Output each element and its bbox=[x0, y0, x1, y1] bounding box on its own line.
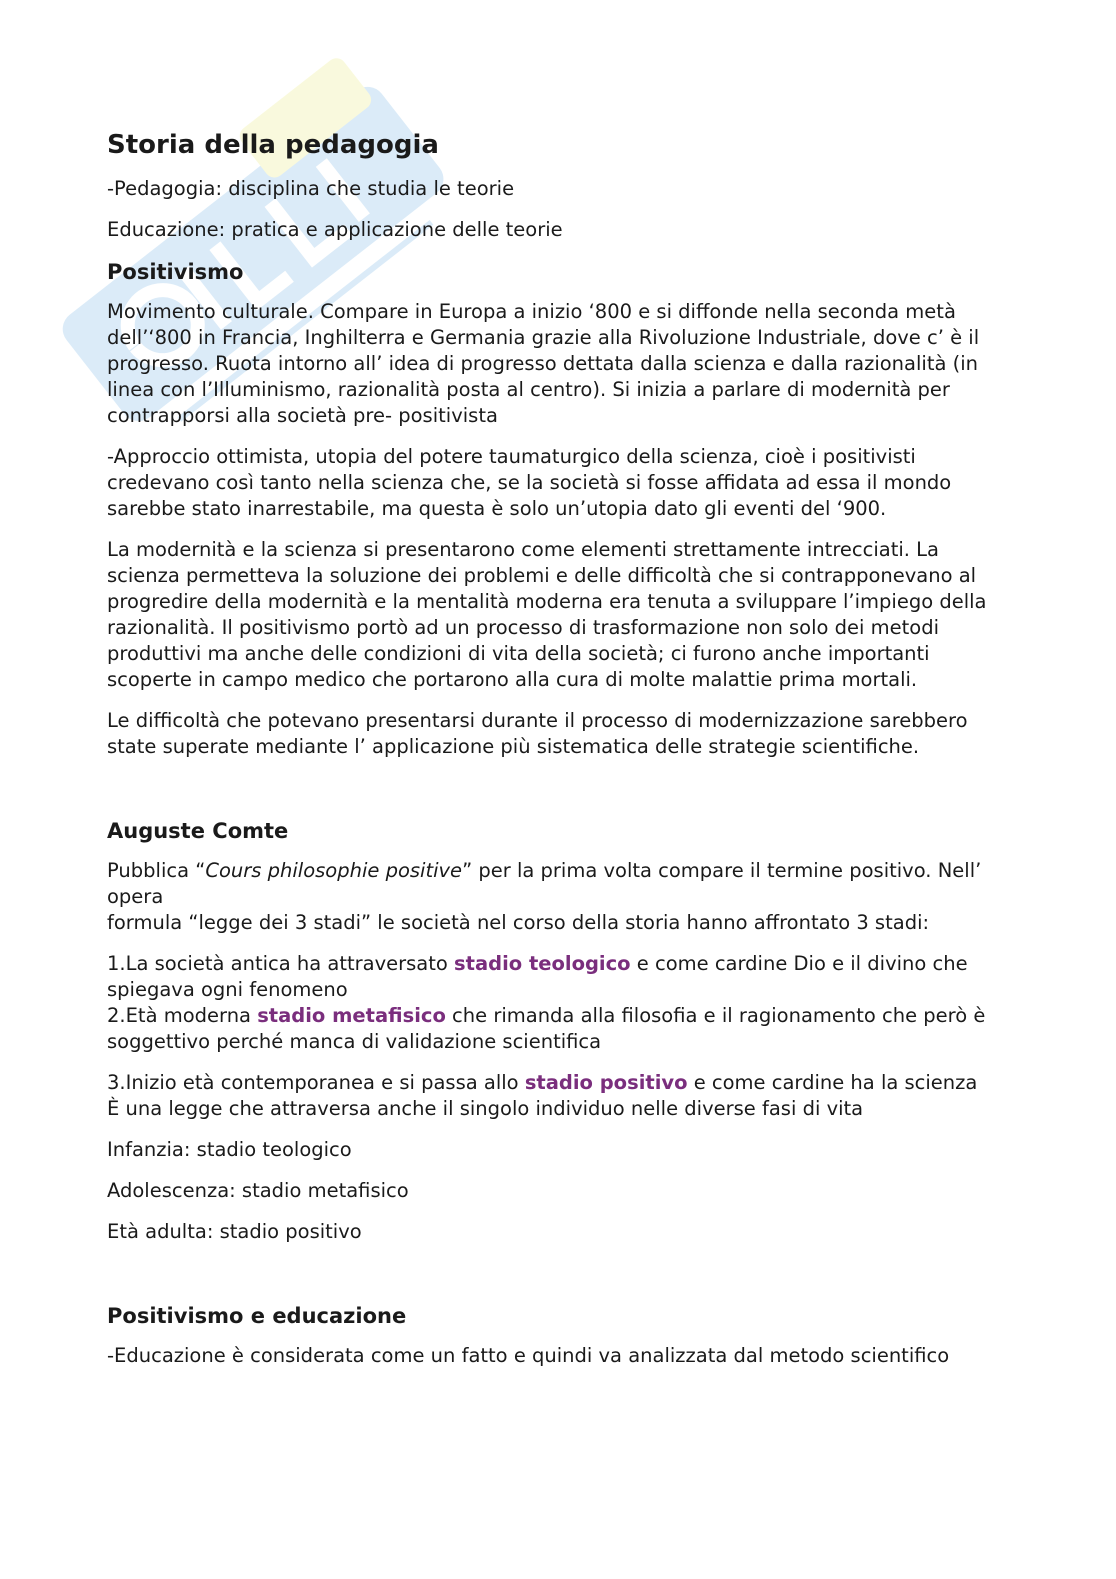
paragraph-educazione-fatto: -Educazione è considerata come un fatto e quindi va analizzata dal metodo scientifico bbox=[107, 1344, 950, 1367]
paragraph-difficolta: Le difficoltà che potevano presentarsi durante il processo di modernizzazione sarebbero state superate mediante l’ applicazione più sistematica delle strategie scientifiche. bbox=[107, 709, 968, 758]
phase-infanzia: Infanzia: stadio teologico bbox=[107, 1138, 352, 1161]
paragraph-pubblica bbox=[107, 858, 1007, 936]
stage1-text: 1.La società antica ha attraversato bbox=[107, 952, 455, 975]
stage1-highlight: stadio teologico bbox=[454, 952, 631, 975]
pubblica-text: Pubblica “ bbox=[107, 859, 206, 882]
stage1-text-2: e come cardine Dio e il divino che spiegava ogni fenomeno bbox=[107, 952, 968, 1001]
heading-positivismo: Positivismo bbox=[107, 260, 244, 284]
paragraph-approccio: -Approccio ottimista, utopia del potere taumaturgico della scienza, cioè i positivisti credevano così tanto nella scienza che, se la società si fosse affidata ad essa il mondo sarebbe stato inarrestabile, ma questa è solo un’utopia dato gli eventi del ‘900. bbox=[107, 445, 952, 520]
stage2-line bbox=[107, 1003, 1007, 1055]
stage3-text: 3.Inizio età contemporanea e si passa allo bbox=[107, 1071, 525, 1094]
intro-educazione: Educazione: pratica e applicazione delle teorie bbox=[107, 218, 563, 241]
phase-adolescenza: Adolescenza: stadio metafisico bbox=[107, 1179, 409, 1202]
work-title: Cours philosophie positive bbox=[205, 859, 463, 882]
phase-adulta: Età adulta: stadio positivo bbox=[107, 1220, 362, 1243]
legge-stadi-text: formula “legge dei 3 stadi” le società nel corso della storia hanno affrontato 3 stadi: bbox=[107, 911, 930, 934]
page-title: Storia della pedagogia bbox=[107, 130, 439, 160]
stage2-text: 2.Età moderna bbox=[107, 1004, 258, 1027]
paragraph-stages bbox=[107, 951, 1007, 1055]
document-page bbox=[107, 128, 1007, 1384]
paragraph-modernita: La modernità e la scienza si presentarono come elementi strettamente intrecciati. La scienza permetteva la soluzione dei problemi e delle difficoltà che si contrapponevano al progredire della modernità e la mentalità moderna era tenuta a sviluppare l’impiego della razionalità. Il positivismo portò ad un processo di trasformazione non solo dei metodi produttivi ma anche delle condizioni di vita della società; ci furono anche importanti scoperte in campo medico che portarono alla cura di molte malattie prima mortali. bbox=[107, 538, 987, 691]
spacer-2 bbox=[107, 1260, 1007, 1302]
heading-comte: Auguste Comte bbox=[107, 819, 289, 843]
paragraph-stage3 bbox=[107, 1070, 1007, 1122]
spacer bbox=[107, 775, 1007, 817]
stage3-text-2: e come cardine ha la scienza bbox=[687, 1071, 978, 1094]
legge-individuo-text: È una legge che attraversa anche il singolo individuo nelle diverse fasi di vita bbox=[107, 1097, 864, 1120]
intro-pedagogia: -Pedagogia: disciplina che studia le teorie bbox=[107, 177, 515, 200]
stage2-highlight: stadio metafisico bbox=[257, 1004, 446, 1027]
pubblica-text-2: ” per la prima volta compare il termine positivo. Nell’ opera bbox=[107, 859, 982, 908]
paragraph-movimento: Movimento culturale. Compare in Europa a inizio ‘800 e si diffonde nella seconda metà dell’‘800 in Francia, Inghilterra e Germania grazie alla Rivoluzione Industriale, dove c’ è il progresso. Ruota intorno all’ idea di progresso dettata dalla scienza e dalla razionalità (in linea con l’Illuminismo, razionalità posta al centro). Si inizia a parlare di modernità per contrapporsi alla società pre- positivista bbox=[107, 300, 980, 427]
stage2-text-2: che rimanda alla filosofia e il ragionamento che però è soggettivo perché manca di validazione scientifica bbox=[107, 1004, 986, 1053]
stage3-highlight: stadio positivo bbox=[524, 1071, 688, 1094]
heading-positivismo-educazione: Positivismo e educazione bbox=[107, 1304, 407, 1328]
